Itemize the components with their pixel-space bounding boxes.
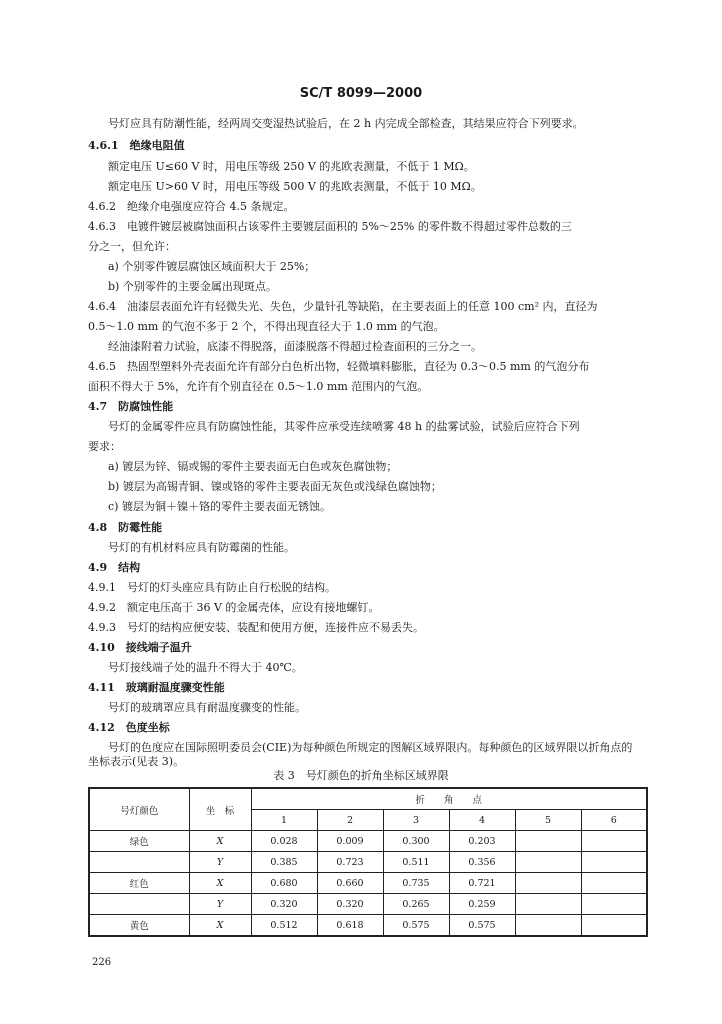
table-cell: 0.511 xyxy=(383,852,449,873)
point-number: 4 xyxy=(449,810,515,831)
table-cell xyxy=(581,873,647,894)
section-line: 4.6.4 油漆层表面允许有轻微失光、失色，少量针孔等缺陷，在主要表面上的任意 100 cm² 内，直径为 xyxy=(88,300,598,313)
section-line: 4.6.5 热固型塑料外壳表面允许有部分白色析出物，轻微填料膨胀，直径为 0.3～0.5 mm 的气泡分布 xyxy=(88,360,590,373)
table-cell: 0.575 xyxy=(383,915,449,937)
section-heading: 4.12 色度坐标 xyxy=(88,721,170,734)
paragraph-line: 0.5～1.0 mm 的气泡不多于 2 个，不得出现直径大于 1.0 mm 的气泡。 xyxy=(88,320,445,333)
table-row xyxy=(89,894,647,915)
list-item: b) 镀层为高锡青铜、镍或铬的零件主要表面无灰色或浅绿色腐蚀物； xyxy=(108,480,442,493)
chromaticity-table xyxy=(88,787,648,937)
section-line: 4.9.3 号灯的结构应便安装、装配和使用方便，连接件应不易丢失。 xyxy=(88,621,424,634)
section-heading: 4.7 防腐蚀性能 xyxy=(88,400,174,413)
table-cell: 0.723 xyxy=(317,852,383,873)
table-cell: 0.203 xyxy=(449,831,515,852)
point-number: 1 xyxy=(251,810,317,831)
table-cell: 红色 xyxy=(89,873,189,894)
table-cell xyxy=(581,831,647,852)
table-cell: 0.259 xyxy=(449,894,515,915)
section-heading: 4.6.1 绝缘电阻值 xyxy=(88,139,185,152)
paragraph-line: 经油漆附着力试验，底漆不得脱落，面漆脱落不得超过检查面积的三分之一。 xyxy=(108,340,482,353)
table-cell: 0.385 xyxy=(251,852,317,873)
list-item: b) 个别零件的主要金属出现斑点。 xyxy=(108,280,277,293)
paragraph-line: 号灯的有机材料应具有防霉菌的性能。 xyxy=(108,541,295,554)
table-cell xyxy=(89,852,189,873)
table-cell: 绿色 xyxy=(89,831,189,852)
table-cell: X xyxy=(189,831,251,852)
list-item: a) 镀层为锌、镉或锡的零件主要表面无白色或灰色腐蚀物； xyxy=(108,460,398,473)
section-line: 4.6.3 电镀件镀层被腐蚀面积占该零件主要镀层面积的 5%～25% 的零件数不得超过零件总数的三 xyxy=(88,220,572,233)
table-cell xyxy=(515,852,581,873)
section-heading: 4.9 结构 xyxy=(88,561,141,574)
header-color: 号灯颜色 xyxy=(89,788,189,831)
table-row xyxy=(89,915,647,937)
table-cell xyxy=(581,894,647,915)
table-cell: 0.680 xyxy=(251,873,317,894)
paragraph-line: 额定电压 U>60 V 时，用电压等级 500 V 的兆欧表测量，不低于 10 MΩ。 xyxy=(108,180,482,193)
table-row xyxy=(89,852,647,873)
paragraph-line: 号灯的色度应在国际照明委员会(CIE)为每种颜色所规定的图解区域界限内。每种颜色的区域界限以折角点的坐标表示(见表 3)。 xyxy=(88,741,633,768)
paragraph-line: 号灯接线端子处的温升不得大于 40℃。 xyxy=(108,661,303,674)
table-cell xyxy=(89,894,189,915)
section-line: 4.9.2 额定电压高于 36 V 的金属壳体，应设有接地螺钉。 xyxy=(88,601,380,614)
table-caption: 表 3 号灯颜色的折角坐标区域界限 xyxy=(273,769,449,782)
paragraph-line: 号灯应具有防潮性能，经两周交变湿热试验后，在 2 h 内完成全部检查，其结果应符合下列要求。 xyxy=(108,117,584,130)
section-heading: 4.11 玻璃耐温度骤变性能 xyxy=(88,681,225,694)
table-row xyxy=(89,873,647,894)
list-item: a) 个别零件镀层腐蚀区域面积大于 25%； xyxy=(108,260,316,273)
point-number: 2 xyxy=(317,810,383,831)
table-cell: X xyxy=(189,873,251,894)
table-cell: Y xyxy=(189,894,251,915)
table-cell: X xyxy=(189,915,251,937)
section-line: 4.6.2 绝缘介电强度应符合 4.5 条规定。 xyxy=(88,200,295,213)
point-number: 3 xyxy=(383,810,449,831)
page-number: 226 xyxy=(92,957,112,968)
paragraph-line: 要求： xyxy=(88,440,121,453)
table-cell: 0.512 xyxy=(251,915,317,937)
table-cell: 0.735 xyxy=(383,873,449,894)
point-number: 5 xyxy=(515,810,581,831)
paragraph-line: 面积不得大于 5%，允许有个别直径在 0.5～1.0 mm 范围内的气泡。 xyxy=(88,380,429,393)
paragraph-line: 号灯的金属零件应具有防腐蚀性能，其零件应承受连续喷雾 48 h 的盐雾试验，试验后应符合下列 xyxy=(108,420,580,433)
table-cell: 0.300 xyxy=(383,831,449,852)
table-cell: Y xyxy=(189,852,251,873)
table-cell: 黄色 xyxy=(89,915,189,937)
paragraph-line: 额定电压 U≤60 V 时，用电压等级 250 V 的兆欧表测量，不低于 1 MΩ。 xyxy=(108,160,475,173)
table-cell xyxy=(581,852,647,873)
header-coord: 坐 标 xyxy=(189,788,251,831)
table-cell: 0.356 xyxy=(449,852,515,873)
table-cell xyxy=(515,831,581,852)
table-cell xyxy=(515,873,581,894)
paragraph-line: 分之一，但允许： xyxy=(88,240,176,253)
table-cell: 0.320 xyxy=(317,894,383,915)
table-header-row xyxy=(89,788,647,810)
section-heading: 4.10 接线端子温升 xyxy=(88,641,192,654)
table-cell: 0.265 xyxy=(383,894,449,915)
point-number: 6 xyxy=(581,810,647,831)
table-cell xyxy=(515,894,581,915)
table-cell: 0.320 xyxy=(251,894,317,915)
table-row xyxy=(89,831,647,852)
table-cell: 0.028 xyxy=(251,831,317,852)
table-cell: 0.660 xyxy=(317,873,383,894)
section-line: 4.9.1 号灯的灯头座应具有防止自行松脱的结构。 xyxy=(88,581,336,594)
list-item: c) 镀层为铜＋镍＋铬的零件主要表面无锈蚀。 xyxy=(108,500,331,513)
header-points: 折 角 点 xyxy=(251,788,647,810)
table-cell: 0.009 xyxy=(317,831,383,852)
table-cell: 0.618 xyxy=(317,915,383,937)
section-heading: 4.8 防霉性能 xyxy=(88,521,163,534)
paragraph-line: 号灯的玻璃罩应具有耐温度骤变的性能。 xyxy=(108,701,306,714)
table-cell: 0.721 xyxy=(449,873,515,894)
table-cell: 0.575 xyxy=(449,915,515,937)
table-cell xyxy=(515,915,581,937)
table-cell xyxy=(581,915,647,937)
standard-code-header: SC/T 8099—2000 xyxy=(299,86,423,101)
